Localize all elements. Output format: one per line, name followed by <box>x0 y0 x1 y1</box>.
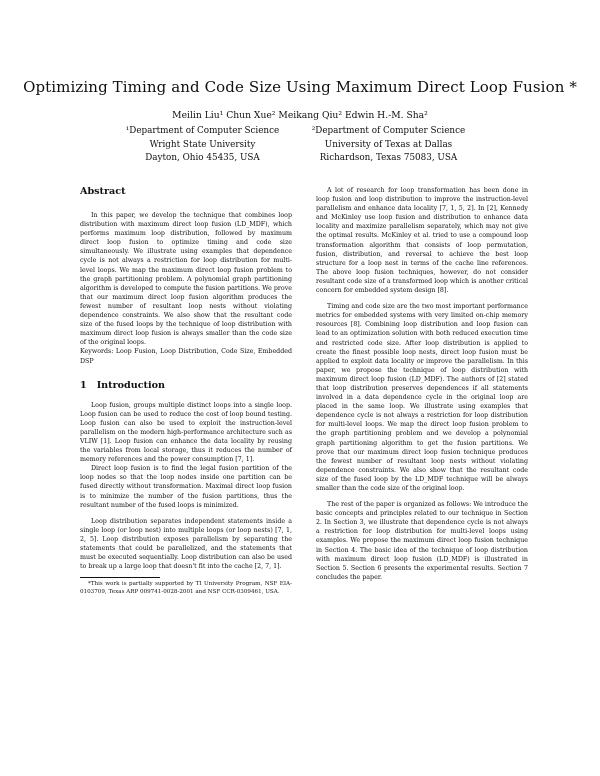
affiliation-2-dept: ²Department of Computer Science <box>311 126 466 136</box>
affiliation-2-university: University of Texas at Dallas <box>324 139 453 150</box>
right-paragraph-2: Timing and code size are the two most important performance metrics for embedded systems with very limited on-chip memory resources [8]. Combining loop distribution and loop fusion can lead to an optimization solution with both reduced execution time and restricted code size. After loop distribution is applied to create the finest possible loop nests, direct loop fusion must be applied to exploit data locality or improve the parallelism. In this paper, we propose the technique of loop distribution with maximum direct loop fusion (LD_MDF). The authors of [2] stated that loop distribution preserves dependences if all statements involved in a data dependence cycle in the original loop are placed in the same loop. We illustrate using examples that dependence cycle is not always a restriction for loop distribution for multi-level loops. We map the direct loop fusion problem to the graph partitioning problem and we develop a polynomial graph partitioning algorithm to get the fusion partitions. We prove that our maximum direct loop fusion technique produces the fewest number of resultant loop nests without violating dependence constraints. We also show that the resultant code size of the fused loop by the LD_MDF technique will be always smaller than the code size of the original loop. <box>316 303 528 492</box>
affiliation-2-city: Richardson, Texas 75083, USA <box>319 153 458 163</box>
affiliation-1-university: Wright State University <box>149 139 256 150</box>
affiliation-2 <box>296 125 481 166</box>
affiliation-1-dept: ¹Department of Computer Science <box>125 126 280 136</box>
section-number: 1 <box>80 379 87 391</box>
right-paragraph-3: The rest of the paper is organized as follows: We introduce the basic concepts and principles related to our technique in Section 2. In Section 3, we illustrate that dependence cycle is not always a restriction for loop distribution for multi-level loops using examples. We propose the maximum direct loop fusion technique in Section 4. The basic idea of the technique of loop distribution with maximum direct loop fusion (LD_MDF) is illustrated in Section 5. Section 6 presents the experimental results. Section 7 concludes the paper. <box>316 501 528 581</box>
abstract-heading: Abstract <box>80 186 126 197</box>
intro-paragraph-3: Loop distribution separates independent statements inside a single loop (or loop nest) into multiple loops (or loop nests) [7, 1, 2, 5]. Loop distribution exposes parallelism by separating the statements that could be parallelized, and the statements that must be executed sequentially. Loop distribution can also be used to break up a large loop that doesn't fit into the cache [2, 7, 1]. <box>80 517 292 571</box>
footnote: *This work is partially supported by TI University Program, NSF EIA-0103709, Texas ARP 009741-0028-2001 and NSF CCR-0309461, USA. <box>80 581 292 596</box>
affiliation-1 <box>110 125 295 166</box>
intro-paragraph-1: Loop fusion, groups multiple distinct loops into a single loop. Loop fusion can be used to reduce the cost of loop bound testing. Loop fusion can also be used to exploit the instruction-level parallelism on the modern high-performance architecture such as VLIW [1]. Loop fusion can enhance the data locality by reusing the variables from local storage, thus it reduces the number of memory references and the power consumption [7, 1]. <box>80 401 292 464</box>
abstract-body: In this paper, we develop the technique that combines loop distribution with maximum direct loop fusion (LD_MDF), which performs maximum loop distribution, followed by maximum direct loop fusion to optimize timing and code size simultaneously. We illustrate using examples that dependence cycle is not always a restriction for loop distribution for multi-level loops. We map the maximum direct loop fusion problem to the graph partitioning problem. A polynomial graph partitioning algorithm is developed to compute the fusion partitions. We prove that our maximum direct loop fusion algorithm produces the fewest number of resultant loop nests without violating dependence constraints. We also show that the resultant code size of the fused loops by the technique of loop distribution with maximum direct loop fusion is always smaller than the code size of the original loops. <box>80 212 292 347</box>
intro-paragraph-2: Direct loop fusion is to find the legal fusion partition of the loop nodes so that the loop nodes inside one partition can be fused directly without transformation. Maximal direct loop fusion is to minimize the number of the fusion partitions, thus the resultant number of the fused loops is minimized. <box>80 465 292 509</box>
section-title: Introduction <box>96 379 166 391</box>
right-column <box>316 186 528 582</box>
keywords: Keywords: Loop Fusion, Loop Distribution, Code Size, Embedded DSP <box>80 348 292 365</box>
author-list: Meilin Liu¹ Chun Xue² Meikang Qiu² Edwin H.-M. Sha² <box>172 110 428 121</box>
paper-title: Optimizing Timing and Code Size Using Maximum Direct Loop Fusion * <box>23 78 577 96</box>
affiliation-1-city: Dayton, Ohio 45435, USA <box>145 153 260 163</box>
left-column <box>80 186 292 597</box>
footnote-divider <box>80 577 160 578</box>
introduction-heading <box>80 380 292 391</box>
right-paragraph-1: A lot of research for loop transformation has been done in loop fusion and loop distribution to improve the instruction-level parallelism and enhance data locality [7, 1, 5, 2]. In [2], Kennedy and McKinley use loop fusion and distribution to enhance data locality and maximize parallelism separately, which may not give the optimal results. McKinley et al. tried to use a compound loop transformation algorithm that consists of loop permutation, fusion, distribution, and reversal to achieve the best loop structure for a loop nest in terms of the cache line references. The above loop fusion techniques, however, do not consider resultant code size of a transformed loop which is another critical concern for embedded system design [8]. <box>316 187 528 295</box>
